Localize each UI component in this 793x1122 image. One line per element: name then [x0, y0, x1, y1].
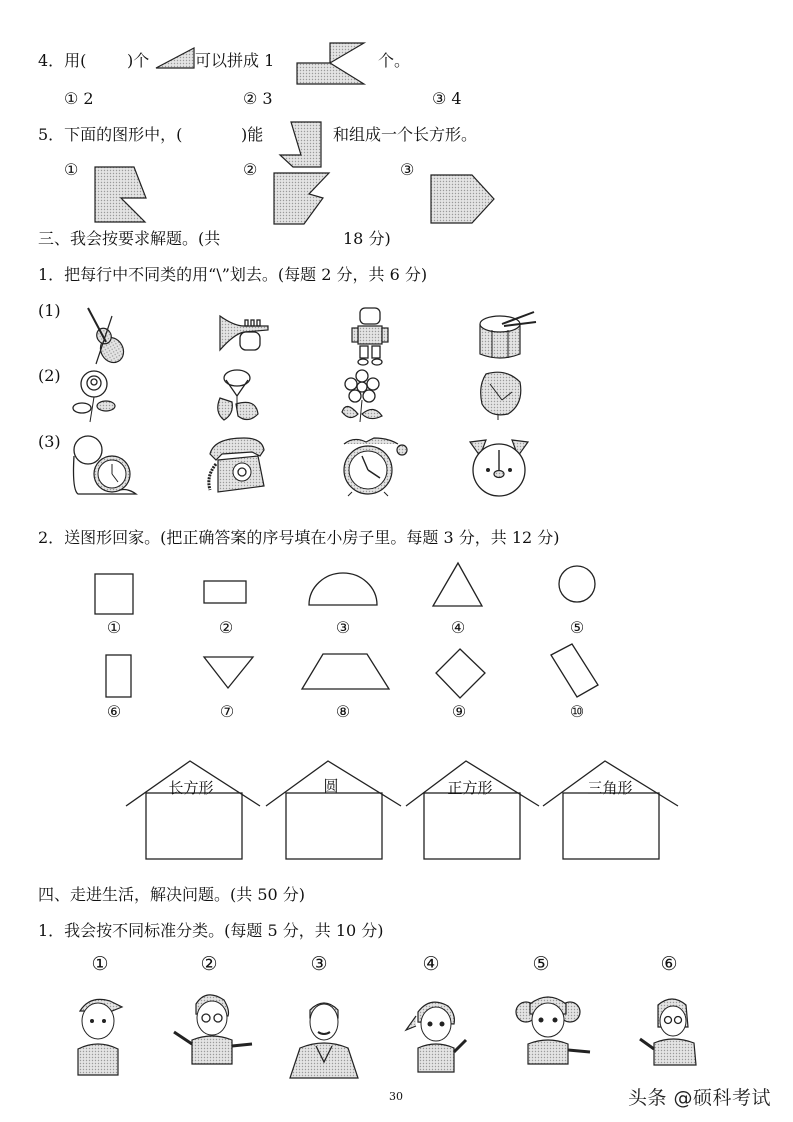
leaf-icon[interactable]: [478, 370, 524, 422]
house-square-label: 正方形: [447, 779, 493, 797]
grandpa-icon[interactable]: [286, 996, 362, 1080]
s3-q2-instruction: 2．送图形回家。(把正确答案的序号填在小房子里。每题 3 分，共 12 分): [38, 528, 560, 547]
section-4-title: 四、走进生活，解决问题。(共 50 分): [38, 885, 306, 904]
shape-8-trapezoid[interactable]: [301, 653, 391, 691]
q4-text-start: 4．用(: [38, 51, 87, 70]
q4-option-1[interactable]: ① 2: [64, 89, 94, 108]
telephone-icon[interactable]: [204, 436, 268, 496]
q5-option-3-shape[interactable]: [430, 174, 496, 226]
shape-7-triangle[interactable]: [203, 656, 255, 690]
boy-with-cap-icon[interactable]: [70, 993, 126, 1077]
person-5-label: ⑤: [532, 953, 550, 975]
q4-text-end: 个。: [378, 51, 411, 70]
morning-glory-icon[interactable]: [212, 368, 262, 424]
person-3-label: ③: [310, 953, 328, 975]
shape-2-rectangle[interactable]: [203, 580, 247, 605]
q5-option-2-label[interactable]: ②: [243, 160, 258, 179]
house-square-answer-box[interactable]: [425, 794, 519, 858]
composite-shape-icon: [296, 42, 366, 92]
reference-shape-icon: [279, 121, 323, 169]
s3-q1-row1-label: (1): [38, 301, 61, 320]
q5-text-start: 5．下面的图形中，(: [38, 125, 183, 144]
robot-icon[interactable]: [350, 306, 390, 366]
shape-4-triangle[interactable]: [432, 562, 484, 608]
section-3-title: 三、我会按要求解题。(共: [38, 229, 221, 248]
house-rectangle-answer-box[interactable]: [147, 794, 241, 858]
q5-option-3-label[interactable]: ③: [400, 160, 415, 179]
woman-with-glasses-icon[interactable]: [636, 995, 700, 1067]
house-triangle-label: 三角形: [587, 779, 633, 797]
girl-with-pigtails-icon[interactable]: [510, 990, 594, 1066]
shape-10-label: ⑩: [569, 702, 585, 721]
person-6-label: ⑥: [660, 953, 678, 975]
shape-7-label: ⑦: [219, 702, 235, 721]
shape-8-label: ⑧: [335, 702, 351, 721]
section-3-score: 18 分): [343, 229, 391, 248]
shape-5-label: ⑤: [569, 618, 585, 637]
trumpet-icon[interactable]: [218, 314, 272, 354]
alarm-clock-icon[interactable]: [338, 436, 410, 498]
page-number: 30: [389, 1090, 403, 1103]
q5-option-2-shape[interactable]: [273, 172, 333, 226]
flower-icon[interactable]: [340, 370, 384, 424]
q4-option-2[interactable]: ② 3: [243, 89, 273, 108]
shape-6-rectangle[interactable]: [105, 654, 133, 698]
shape-10-rotated-rectangle[interactable]: [550, 643, 600, 699]
person-1-label: ①: [91, 953, 109, 975]
q5-answer-blank[interactable]: [204, 124, 240, 144]
shape-1-label: ①: [106, 618, 122, 637]
q4-option-3[interactable]: ③ 4: [432, 89, 462, 108]
house-rectangle-label: 长方形: [168, 779, 214, 797]
snail-clock-icon[interactable]: [70, 434, 140, 498]
shape-9-label: ⑨: [451, 702, 467, 721]
shape-9-diamond[interactable]: [435, 648, 487, 700]
person-2-label: ②: [200, 953, 218, 975]
shape-1-square[interactable]: [94, 573, 134, 615]
q4-text-after-triangle: 可以拼成 1: [195, 51, 275, 70]
shape-3-semicircle[interactable]: [307, 571, 379, 607]
shape-3-label: ③: [335, 618, 351, 637]
violin-icon[interactable]: [84, 306, 130, 366]
s3-q1-instruction: 1．把每行中不同类的用“\”划去。(每题 2 分，共 6 分): [38, 265, 428, 284]
s4-q1-instruction: 1．我会按不同标准分类。(每题 5 分，共 10 分): [38, 921, 384, 940]
boy-with-glasses-icon[interactable]: [170, 990, 256, 1068]
q5-option-1-shape[interactable]: [94, 166, 148, 224]
watermark: 头条 @硕科考试: [628, 1087, 772, 1109]
q5-option-1-label[interactable]: ①: [64, 160, 79, 179]
pig-clock-icon[interactable]: [468, 436, 530, 498]
s3-q1-row2-label: (2): [38, 366, 61, 385]
house-circle-answer-box[interactable]: [287, 794, 381, 858]
q5-text-end: 和组成一个长方形。: [333, 125, 478, 144]
s3-q1-row3-label: (3): [38, 432, 61, 451]
girl-with-ponytail-icon[interactable]: [404, 996, 468, 1074]
person-4-label: ④: [422, 953, 440, 975]
drum-icon[interactable]: [478, 310, 538, 362]
q4-answer-blank[interactable]: [96, 50, 126, 70]
house-circle-label: 圆: [323, 777, 339, 795]
rose-icon[interactable]: [72, 368, 118, 424]
q5-text-mid: )能: [241, 125, 264, 144]
right-triangle-piece-icon: [155, 47, 195, 69]
shape-6-label: ⑥: [106, 702, 122, 721]
shape-5-circle[interactable]: [558, 565, 598, 605]
house-triangle-answer-box[interactable]: [564, 794, 658, 858]
shape-4-label: ④: [450, 618, 466, 637]
shape-2-label: ②: [218, 618, 234, 637]
q4-text-mid: )个: [127, 51, 150, 70]
